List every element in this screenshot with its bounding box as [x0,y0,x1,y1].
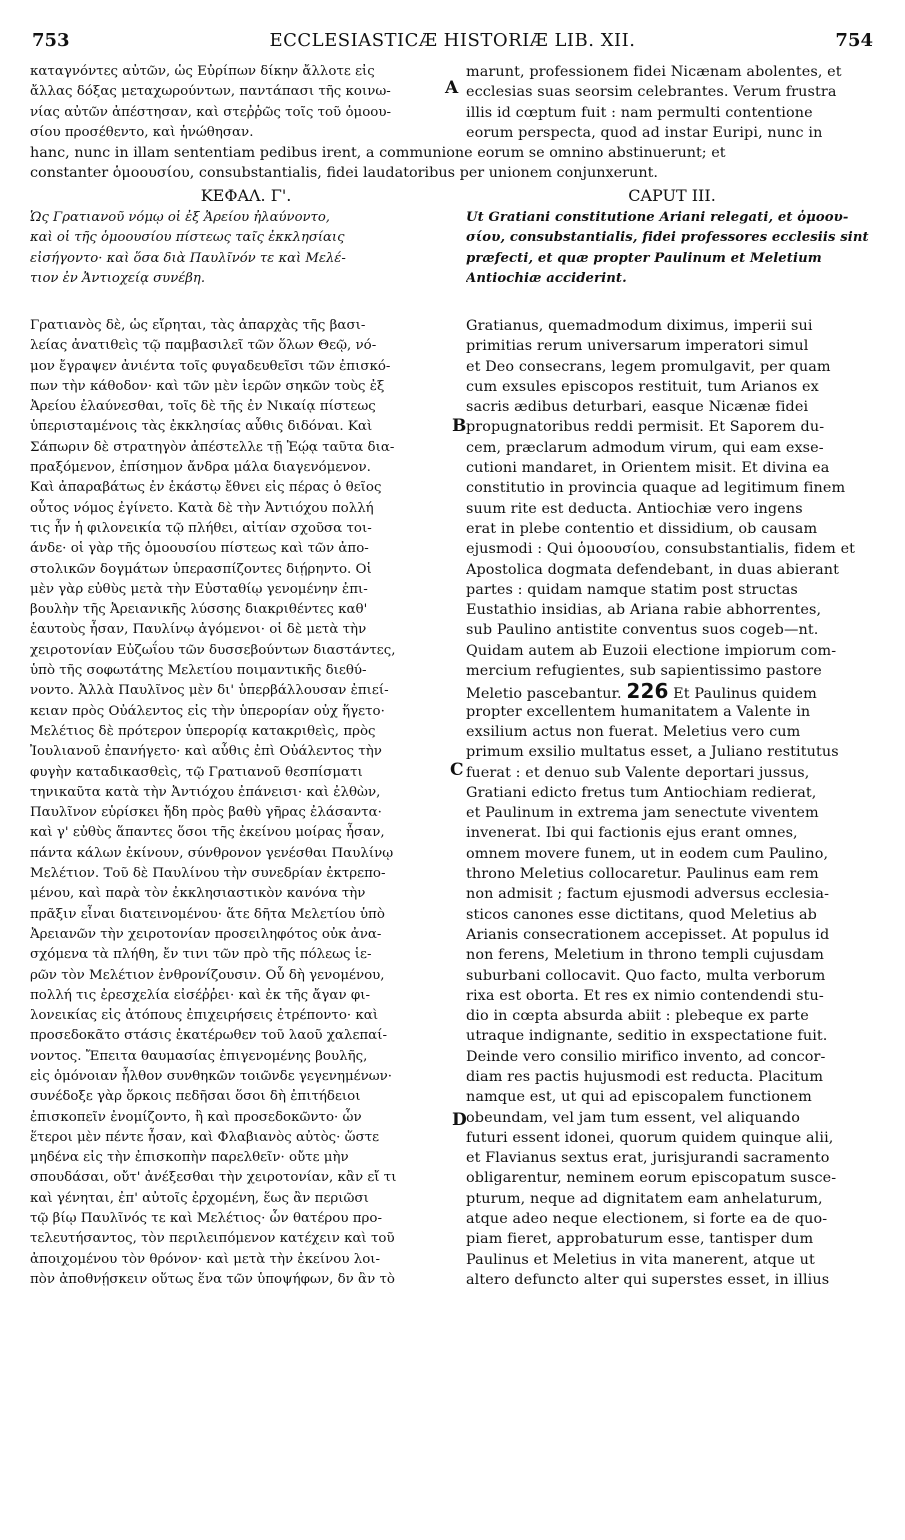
greek-chapter-summary [30,208,462,289]
text-line: suum rite est deducta. Antiochiæ vero ingens [466,500,803,517]
text-line: cutioni mandaret, in Orientem misit. Et divina ea [466,460,830,477]
text-line: throno Meletius collocaretur. Paulinus eam rem [466,866,819,883]
text-line: non admisit ; factum ejusmodi adversus ecclesia- [466,886,830,903]
text-line: Παυλῖνον εὑρίσκει ἤδη πρὸς βαθὺ γῆρας ἐλάσαντα· [30,805,382,821]
margin-marker-c: C [450,760,464,780]
text-line: exsilium actus non fuerat. Meletius vero cum [466,723,801,740]
greek-chapter-heading-block [30,186,462,206]
text-line-with-page-number [466,679,878,704]
text-line: Apostolica dogmata defendebant, in duas abierant [466,561,840,578]
text-line: στολικῶν δογμάτων ὑπερασπίζοντες διῄρηντο. Οἱ [30,561,372,577]
text-line: άνδε· οἱ γὰρ τῆς ὁμοουσίου πίστεως καὶ τῶν ἀπο- [30,541,369,557]
text-line: primitias rerum universarum imperatori simul [466,338,809,355]
text-line: ἑαυτοὺς ἦσαν, Παυλίνῳ ἀγόμενοι· οἱ δὲ μετὰ τὴν [30,622,367,638]
text-line: ἐπισκοπεῖν ἐνομίζοντο, ἢ καὶ προσεδοκῶντο· ὧν [30,1109,362,1125]
text-line: ἄλλας δόξας μεταχωρούντων, παντάπασι τῆς κοινω- [30,84,391,100]
text-line: Μελέτιος δὲ πρότερον ὑπερορίᾳ κατακριθεὶς, πρὸς [30,723,376,739]
text-line: καταγνόντες αὐτῶν, ὡς Εὐρίπων δίκην ἄλλοτε εἰς [30,64,375,79]
text-line: constanter ὁμοουσίου, consubstantialis, fidei laudatoribus per unionem conjunxerunt. [30,165,658,182]
margin-marker-b: B [452,416,467,436]
text-line: Arianis consecrationem accepisset. At populus id [466,926,830,943]
text-line: ecclesias suas seorsim celebrantes. Verum frustra [466,84,837,101]
greek-chapter-heading: ΚΕΦΑΛ. Γ'. [200,186,292,205]
text-line: Ἀρειανῶν τὴν χειροτονίαν προσειληφότος οὐκ ἀνα- [30,926,382,942]
text-line: νοντο. Ἀλλὰ Παυλῖνος μὲν δι' ὑπερβάλλουσαν ἐπιεί- [30,683,389,699]
latin-chapter-summary [466,208,878,289]
text-line: cum exsules episcopos restituit, tum Arianos ex [466,378,819,395]
text-line: diam res pactis hujusmodi est reducta. Placitum [466,1068,824,1085]
intro-full-width-text [30,143,878,184]
text-line: mercium refugientes, sub sapientissimo pastore [466,663,822,680]
text-line: πάντα κάλων ἐκίνουν, σύνθρονον γενέσθαι Παυλίνῳ [30,845,394,861]
running-header [32,30,873,56]
text-line: σίου προσέθεντο, καὶ ἡνώθησαν. [30,124,254,140]
text-line: φυγὴν καταδικασθεὶς, τῷ Γρατιανοῦ θεσπίσματι [30,764,363,780]
text-line: obligarentur, neminem eorum episcopatum susce- [466,1170,837,1187]
text-line: Ἀρείου ἐλαύνεσθαι, τοῖς δὲ τῆς ἐν Νικαίᾳ πίστεως [30,399,376,415]
text-line: eorum perspecta, quod ad instar Euripi, nunc in [466,124,823,141]
text-line: Paulinus et Meletius in vita manerent, atque ut [466,1251,815,1268]
text-line: σχόμενα τὰ πλήθη, ἔν τινι τῶν πρὸ τῆς πόλεως ἱε- [30,947,372,963]
text-line: σπουδάσαι, οὔτ' ἀνέξεσθαι τὴν χειροτονίαν, κἂν εἴ τι [30,1170,397,1186]
text-line: καὶ οἱ τῆς ὁμοουσίου πίστεως ταῖς ἐκκλησίαις [30,230,345,246]
text-line: primum exsilio multatus esset, a Juliano restitutus [466,744,839,761]
text-line: οὗτος νόμος ἐγίνετο. Κατὰ δὲ τὴν Ἀντιόχου πολλή [30,500,374,516]
text-line: νίας αὐτῶν ἀπέστησαν, καὶ στεῤῥῶς τοῖς τοῦ ὁμοου- [30,104,392,120]
text-line: altero defuncto alter qui superstes esset, in illius [466,1271,830,1288]
text-line: τελευτήσαντος, τὸν περιλειπόμενον κατέχειν καὶ τοῦ [30,1231,395,1247]
text-line: sticos canones esse dictitans, quod Meletius ab [466,906,817,923]
text-line: ὑπερισταμένοις τὰς ἐκκλησίας αὖθις διδόναι. Καὶ [30,419,373,435]
text-line: obeundam, vel jam tum essent, vel aliquando [466,1109,800,1126]
text-line: Antiochiæ acciderint. [466,270,627,286]
text-line: Quidam autem ab Euzoii electione impiorum com- [466,642,837,659]
text-line: καὶ γένηται, ἐπ' αὐτοῖς ἐρχομένη, ἕως ἂν περιῶσι [30,1190,369,1206]
text-line: Gratianus, quemadmodum diximus, imperii sui [466,318,813,334]
latin-chapter-heading: CAPUT III. [628,186,716,205]
text-line: et Deo consecrans, legem promulgavit, per quam [466,358,831,375]
intro-latin-column [466,62,878,143]
text-line: Gratiani edicto fretus tum Antiochiam redierat, [466,784,817,801]
text-line: ρῶν τὸν Μελέτιον ἐνθρονίζουσιν. Οὗ δὴ γενομένου, [30,967,385,983]
text-line: dio in cœpta absurda abiit : plebeque ex parte [466,1008,809,1025]
text-line: hanc, nunc in illam sententiam pedibus irent, a communione eorum se omnino abstinuerunt; et [30,145,726,161]
page-number-right: 754 [835,30,873,51]
text-line: illis id cœptum fuit : nam permulti contentione [466,104,813,121]
text-line: fuerat : et denuo sub Valente deportari jussus, [466,764,810,781]
text-line: marunt, professionem fidei Nicænam abolentes, et [466,64,842,80]
text-line: et Paulinum in extrema jam senectute viventem [466,805,819,822]
text-line: constitutio in provincia quaque ad legitimum finem [466,480,846,497]
text-line: atque adeo neque electionem, si forte ea de quo- [466,1211,828,1228]
text-line: invenerat. Ibi qui factionis ejus erant omnes, [466,825,798,842]
text-line: συνέδοξε γὰρ ὅρκοις πεδῆσαι ὅσοι δὴ ἐπιτήδειοι [30,1089,361,1105]
text-line: τῷ βίῳ Παυλῖνός τε καὶ Μελέτιος· ὧν θατέρου προ- [30,1211,382,1227]
greek-body-column [30,316,462,1290]
text-fragment: Et Paulinus quidem [673,686,817,703]
text-line: piam fieret, approbaturum esse, tantisper dum [466,1231,814,1248]
inline-page-number: 226 [626,679,669,704]
text-line: præfecti, et quæ propter Paulinum et Meletium [466,250,822,266]
text-line: εἰς ὁμόνοιαν ἦλθον συνθηκῶν τοιῶνδε γεγενημένων· [30,1068,393,1084]
latin-body-column [466,316,878,1290]
text-line: πραξόμενον, ἐπίσημον ἄνδρα μάλα διαγενόμενον. [30,460,371,476]
text-line: νοντος. Ἔπειτα θαυμασίας ἐπιγενομένης βουλῆς, [30,1048,368,1064]
text-line: et Flavianus sextus erat, jurisjurandi sacramento [466,1150,830,1167]
running-title: ECCLESIASTICÆ HISTORIÆ LIB. XII. [269,30,636,51]
text-line: προσεδοκᾶτο στάσις ἑκατέρωθεν τοῦ λαοῦ χαλεπαί- [30,1028,387,1044]
text-line: propugnatoribus reddi permisit. Et Saporem du- [466,419,825,436]
text-line: non ferens, Meletium in throno templi cujusdam [466,947,825,964]
text-line: μον ἔγραψεν ἀνιέντα τοῖς φυγαδευθεῖσι τῶν ἐπισκό- [30,358,391,374]
text-line: Ὡς Γρατιανοῦ νόμῳ οἱ ἐξ Ἀρείου ἠλαύνοντο, [30,210,330,225]
text-line: πρᾶξιν εἶναι διατεινομένου· ἅτε δῆτα Μελετίου ὑπὸ [30,906,385,922]
text-line: τις ἦν ἡ φιλονεικία τῷ πλήθει, αἰτίαν σχοῦσα τοι- [30,520,372,536]
text-line: namque est, ut qui ad episcopalem functionem [466,1089,812,1106]
text-line: Μελέτιον. Τοῦ δὲ Παυλίνου τὴν συνεδρίαν ἐκτρεπο- [30,866,386,882]
text-line: ejusmodi : Qui ὁμοουσίου, consubstantialis, fidem et [466,541,856,558]
text-line: suburbani collocavit. Quo facto, multa verborum [466,967,826,984]
text-line: χειροτονίαν Εὐζωΐου τῶν δυσσεβούντων διαστάντες, [30,642,396,658]
text-line: Ἰουλιανοῦ ἐπανήγετο· καὶ αὖθις ἐπὶ Οὐάλεντος τὴν [30,744,382,760]
text-line: Deinde vero consilio mirifico invento, ad concor- [466,1048,826,1065]
text-line: μένου, καὶ παρὰ τὸν ἐκκλησιαστικὸν κανόνα τὴν [30,886,366,902]
text-line: λονεικίας εἰς ἀτόπους ἐπιχειρήσεις ἐτρέποντο· καὶ [30,1008,379,1024]
text-line: πὸν ἀποθνῄσκειν οὕτως ἕνα τῶν ὑποψήφων, δν ἂν τὸ [30,1271,395,1287]
text-fragment: Meletio pascebantur. [466,686,622,703]
text-line: rixa est oborta. Et res ex nimio contendendi stu- [466,987,824,1004]
text-line: ὑπὸ τῆς σοφωτάτης Μελετίου ποιμαντικῆς διεθύ- [30,663,367,679]
text-line: sacris ædibus deturbari, easque Nicænæ fidei [466,399,809,416]
text-line: ἀποιχομένου τὸν θρόνον· καὶ μετὰ τὴν ἐκείνου λοι- [30,1251,381,1267]
text-line: propter excellentem humanitatem a Valente in [466,703,811,720]
text-line: erat in plebe contentio et dissidium, ob causam [466,520,818,537]
text-line: utraque indignante, seditio in exspectatione fuit. [466,1028,828,1045]
text-line: cem, præclarum admodum virum, qui eam exse- [466,439,824,456]
latin-chapter-heading-block [466,186,878,206]
text-line: pturum, neque ad dignitatem eam anhelaturum, [466,1190,823,1207]
text-line: sub Paulino antistite conventus suos cogeb—nt. [466,622,819,639]
text-line: μὲν γὰρ εὐθὺς μετὰ τὴν Εὐσταθίῳ γενομένην ἐπι- [30,581,368,597]
page-number-left: 753 [32,30,70,51]
text-line: Eustathio insidias, ab Ariana rabie abhorrentes, [466,602,822,619]
text-line: σίου, consubstantialis, fidei professores ecclesiis sint [466,230,869,246]
text-line: βουλὴν τῆς Ἀρειανικῆς λύσσης διακριθέντες καθ' [30,602,368,618]
text-line: πολλή τις ἐρεσχελία εἰσέῤῥει· καὶ ἐκ τῆς ἄγαν φι- [30,987,371,1003]
text-line: partes : quidam namque statim post structas [466,581,798,598]
text-line: εἰσήγοντο· καὶ ὅσα διὰ Παυλῖνόν τε καὶ Μελέ- [30,250,346,266]
text-line: κειαν πρὸς Οὐάλεντος εἰς τὴν ὑπερορίαν οὐχ ἥγετο· [30,703,385,719]
text-line: ἕτεροι μὲν πέντε ἦσαν, καὶ Φλαβιανὸς αὐτὸς· ὥστε [30,1129,380,1145]
margin-marker-a: A [445,78,459,98]
text-line: μηδένα εἰς τὴν ἐπισκοπὴν παρελθεῖν· οὔτε μὴν [30,1150,349,1166]
text-line: Σάπωριν δὲ στρατηγὸν ἀπέστελλε τῇ Ἑῴᾳ ταῦτα δια- [30,439,395,455]
text-line: Γρατιανὸς δὲ, ὡς εἴρηται, τὰς ἀπαρχὰς τῆς βασι- [30,318,366,333]
text-line: πων τὴν κάθοδον· καὶ τῶν μὲν ἱερῶν σηκῶν τοὺς ἐξ [30,378,385,394]
text-line: τιον ἐν Ἀντιοχείᾳ συνέβη. [30,270,206,286]
text-line: Ut Gratiani constitutione Ariani relegati, et ὁμοου- [466,210,849,225]
intro-greek-column [30,62,462,143]
text-line: Καὶ ἀπαραβάτως ἐν ἑκάστῳ ἔθνει εἰς πέρας ὁ θεῖος [30,480,382,496]
text-line: λείας ἀνατιθεὶς τῷ παμβασιλεῖ τῶν ὅλων Θεῷ, νό- [30,338,377,354]
text-line: futuri essent idonei, quorum quidem quinque alii, [466,1129,834,1146]
text-line: omnem movere funem, ut in eodem cum Paulino, [466,845,829,862]
margin-marker-d: D [452,1110,467,1130]
text-line: τηνικαῦτα κατὰ τὴν Ἀντιόχου ἐπάνεισι· καὶ ἐλθὼν, [30,784,381,800]
text-line: καὶ γ' εὐθὺς ἅπαντες ὅσοι τῆς ἐκείνου μοίρας ἦσαν, [30,825,385,841]
